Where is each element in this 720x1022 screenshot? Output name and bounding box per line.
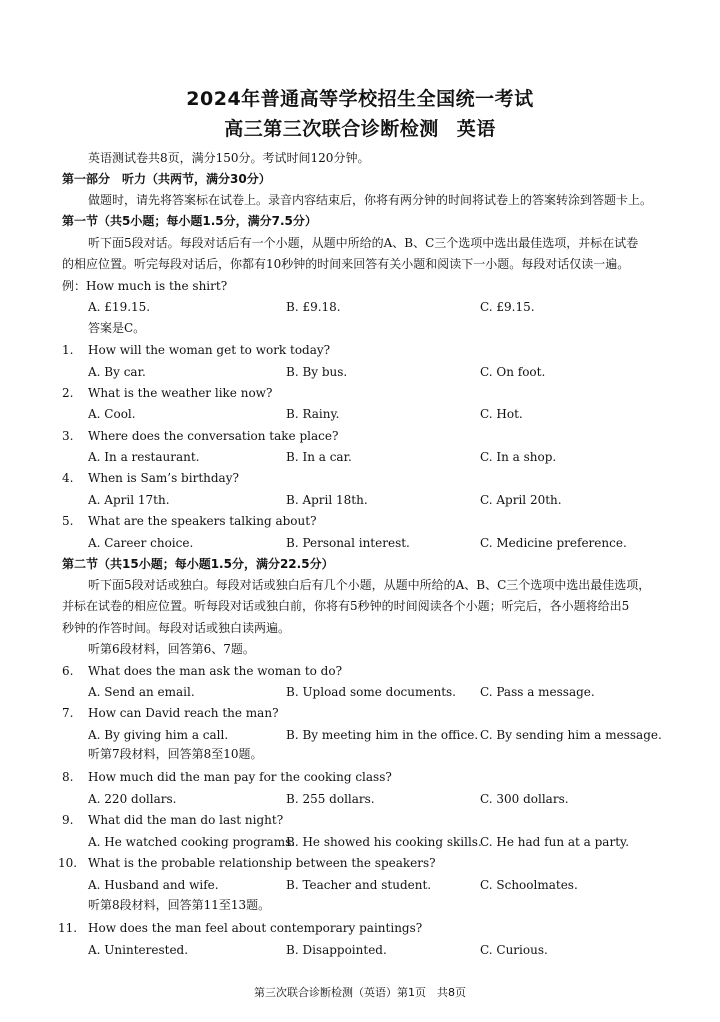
question-number: 6. — [62, 664, 74, 678]
part1-instructions: 做题时，请先将答案标在试卷上。录音内容结束后，你将有两分钟的时间将试卷上的答案转涂到答题卡上。 — [88, 193, 653, 207]
option-c: C. Pass a message. — [480, 685, 595, 699]
question-number: 9. — [62, 813, 74, 827]
section1-instructions-line2: 的相应位置。听完每段对话后，你都有10秒钟的时间来回答有关小题和阅读下一小题。每段对话仅读一遍。 — [62, 257, 630, 271]
section2-instructions-line2: 并标在试卷的相应位置。听每段对话或独白前，你将有5秒钟的时间阅读各个小题；听完后，各小题将给出5 — [62, 599, 630, 613]
option-a: A. By giving him a call. — [88, 728, 229, 742]
option-a: A. He watched cooking programs. — [88, 835, 296, 849]
subtitle-subject: 英语 — [456, 118, 496, 140]
question-text: What are the speakers talking about? — [88, 514, 317, 528]
option-c: C. On foot. — [480, 365, 546, 379]
question-number: 3. — [62, 429, 74, 443]
option-c: C. He had fun at a party. — [480, 835, 630, 849]
option-b: B. April 18th. — [286, 493, 368, 507]
question-number: 10. — [58, 856, 78, 870]
option-c: C. Curious. — [480, 943, 548, 957]
section1-instructions-line1: 听下面5段对话。每段对话后有一个小题，从题中所给的A、B、C三个选项中选出最佳选项，并标在试卷 — [88, 236, 639, 250]
example-option-c: C. £9.15. — [480, 300, 535, 314]
option-b: B. Personal interest. — [286, 536, 410, 550]
intro-text: 英语测试卷共8页，满分150分。考试时间120分钟。 — [88, 151, 370, 165]
exam-title: 2024年普通高等学校招生全国统一考试 — [186, 88, 534, 110]
example-answer: 答案是C。 — [88, 321, 146, 335]
option-c: C. Hot. — [480, 407, 523, 421]
material-7-note: 听第7段材料，回答第8至10题。 — [88, 747, 263, 761]
option-a: A. Send an email. — [88, 685, 195, 699]
question-text: What does the man ask the woman to do? — [88, 664, 343, 678]
option-a: A. Uninterested. — [88, 943, 189, 957]
question-text: When is Sam’s birthday? — [88, 471, 239, 485]
question-text: What is the weather like now? — [88, 386, 273, 400]
option-b: B. In a car. — [286, 450, 352, 464]
question-text: How can David reach the man? — [88, 706, 279, 720]
option-b: B. Rainy. — [286, 407, 340, 421]
question-text: What did the man do last night? — [88, 813, 284, 827]
exam-subtitle — [0, 114, 720, 141]
option-c: C. By sending him a message. — [480, 728, 662, 742]
material-8-note: 听第8段材料，回答第11至13题。 — [88, 898, 271, 912]
option-b: B. By bus. — [286, 365, 348, 379]
option-a: A. By car. — [88, 365, 146, 379]
option-a: A. Husband and wife. — [88, 878, 219, 892]
section1-heading: 第一节（共5小题；每小题1.5分，满分7.5分） — [62, 214, 317, 228]
example-option-b: B. £9.18. — [286, 300, 341, 314]
part1-heading: 第一部分 听力（共两节，满分30分） — [62, 172, 271, 186]
example-option-a: A. £19.15. — [88, 300, 151, 314]
question-text: What is the probable relationship between the speakers? — [88, 856, 436, 870]
option-a: A. In a restaurant. — [88, 450, 200, 464]
question-number: 1. — [62, 343, 74, 357]
option-a: A. Cool. — [88, 407, 136, 421]
option-c: C. Schoolmates. — [480, 878, 578, 892]
question-number: 2. — [62, 386, 74, 400]
option-a: A. Career choice. — [88, 536, 194, 550]
question-text: Where does the conversation take place? — [88, 429, 339, 443]
section2-heading: 第二节（共15小题；每小题1.5分，满分22.5分） — [62, 557, 334, 571]
section2-instructions-line1: 听下面5段对话或独白。每段对话或独白后有几个小题，从题中所给的A、B、C三个选项中选出最佳选项， — [88, 578, 651, 592]
option-a: A. April 17th. — [88, 493, 170, 507]
question-number: 4. — [62, 471, 74, 485]
option-b: B. By meeting him in the office. — [286, 728, 479, 742]
option-c: C. April 20th. — [480, 493, 562, 507]
question-number: 7. — [62, 706, 74, 720]
option-b: B. 255 dollars. — [286, 792, 375, 806]
example-question: 例：How much is the shirt? — [62, 279, 228, 293]
material-6-note: 听第6段材料，回答第6、7题。 — [88, 642, 255, 656]
question-number: 8. — [62, 770, 74, 784]
option-b: B. Disappointed. — [286, 943, 387, 957]
question-number: 5. — [62, 514, 74, 528]
question-text: How does the man feel about contemporary paintings? — [88, 921, 423, 935]
question-text: How will the woman get to work today? — [88, 343, 331, 357]
subtitle-test-name: 高三第三次联合诊断检测 — [224, 118, 439, 140]
option-b: B. Teacher and student. — [286, 878, 432, 892]
option-b: B. Upload some documents. — [286, 685, 456, 699]
question-number: 11. — [58, 921, 78, 935]
option-a: A. 220 dollars. — [88, 792, 177, 806]
option-c: C. 300 dollars. — [480, 792, 569, 806]
option-c: C. Medicine preference. — [480, 536, 627, 550]
option-b: B. He showed his cooking skills. — [286, 835, 482, 849]
option-c: C. In a shop. — [480, 450, 557, 464]
section2-instructions-line3: 秒钟的作答时间。每段对话或独白读两遍。 — [62, 621, 291, 635]
question-text: How much did the man pay for the cooking class? — [88, 770, 392, 784]
page-footer: 第三次联合诊断检测（英语）第1页 共8页 — [254, 986, 466, 999]
